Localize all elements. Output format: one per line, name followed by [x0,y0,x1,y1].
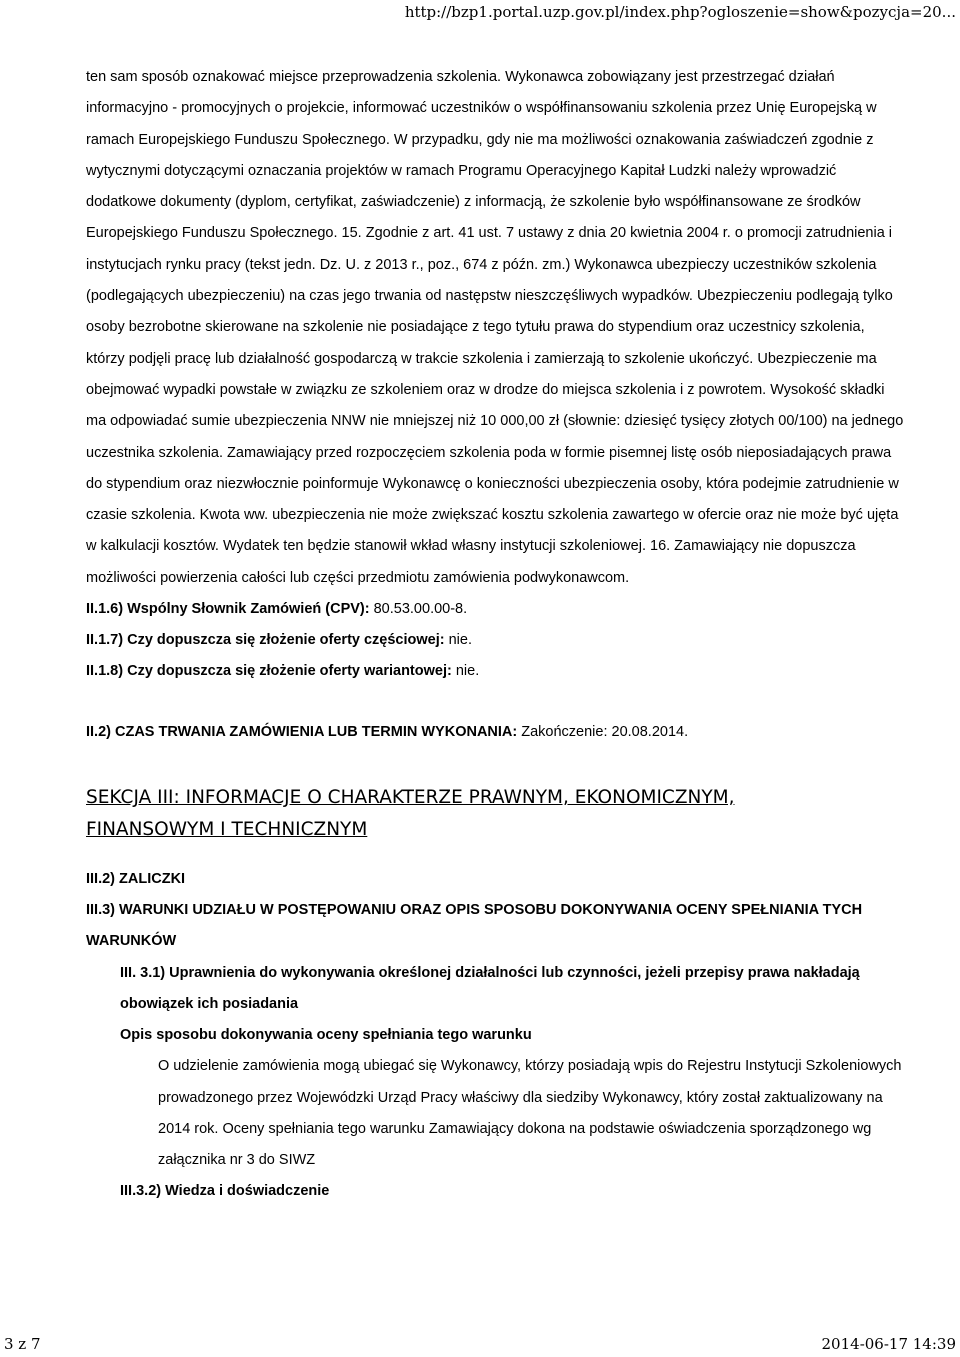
duration-label: II.2) CZAS TRWANIA ZAMÓWIENIA LUB TERMIN WYKONANIA: [86,724,518,741]
page-url-header: http://bzp1.portal.uzp.gov.pl/index.php?ogloszenie=show&pozycja=20... [404,3,956,21]
cpv-line [86,594,906,625]
document-content [86,62,906,1207]
cpv-value: 80.53.00.00-8. [369,601,468,618]
advances-heading: III.2) ZALICZKI [86,871,186,888]
assessment-label: Opis sposobu dokonywania oceny spełniania tego warunku [120,1027,532,1044]
section-3-title [86,782,906,846]
section-3-title-line1: SEKCJA III: INFORMACJE O CHARAKTERZE PRAWNYM, EKONOMICZNYM, [86,787,735,809]
print-datetime: 2014-06-17 14:39 [821,1335,956,1353]
assessment-text: O udzielenie zamówienia mogą ubiegać się Wykonawcy, którzy posiadają wpis do Rejestru Instytucji Szkoleniowych prowadzonego przez Wojewódzki Urząd Pracy właściwy dla siedziby Wykonawcy, który został zaktualizowany na 2014 rok. Oceny spełniania tego warunku Zamawiający dokona na podstawie oświadczenia sporządzonego wg załącznika nr 3 do SIWZ [158,1058,902,1169]
main-paragraph: ten sam sposób oznakować miejsce przeprowadzenia szkolenia. Wykonawca zobowiązany jest przestrzegać działań informacyjno - promocyjnych o projekcie, informować uczestników o współfinansowaniu szkolenia przez Unię Europejską w ramach Europejskiego Funduszu Społecznego. W przypadku, gdy nie ma możliwości oznakowania zaświadczeń zgodnie z wytycznymi dotyczącymi oznaczania projektów w ramach Programu Operacyjnego Kapitał Ludzki należy wprowadzić dodatkowe dokumenty (dyplom, certyfikat, zaświadczenie) z informacją, że szkolenie było współfinansowane ze środków Europejskiego Funduszu Społecznego. 15. Zgodnie z art. 41 ust. 7 ustawy z dnia 20 kwietnia 2004 r. o promocji zatrudnienia i instytucjach rynku pracy (tekst jedn. Dz. U. z 2013 r., poz., 674 z późn. zm.) Wykonawca ubezpieczy uczestników szkolenia (podlegających ubezpieczeniu) na czas jego trwania od następstw nieszczęśliwych wypadków. Ubezpieczeniu podlegają tylko osoby bezrobotne skierowane na szkolenie nie posiadające z tego tytułu prawa do stypendium oraz uczestnicy szkolenia, którzy podjęli pracę lub działalność gospodarczą w trakcie szkolenia i zamierzają to szkolenie ukończyć. Ubezpieczenie ma obejmować wypadki powstałe w związku ze szkoleniem oraz w drodze do miejsca szkolenia i z powrotem. Wysokość składki ma odpowiadać sumie ubezpieczenia NNW nie mniejszej niż 10 000,00 zł (słownie: dziesięć tysięcy złotych 00/100) na jednego uczestnika szkolenia. Zamawiający przed rozpoczęciem szkolenia poda w formie pisemnej listę osób nieposiadających prawa do stypendium oraz niezwłocznie poinformuje Wykonawcę o konieczności ubezpieczenia osoby, która podejmie zatrudnienie w czasie szkolenia. Kwota ww. ubezpieczenia nie może zwiększać kosztu szkolenia zawartego w ofercie oraz nie może być ujęta w kalkulacji kosztów. Wydatek ten będzie stanowił wkład własny instytucji szkoleniowej. 16. Zamawiający nie dopuszcza możliwości powierzenia całości lub części przedmiotu zamówienia podwykonawcom. [86,69,904,586]
variant-offer-label: II.1.8) Czy dopuszcza się złożenie oferty wariantowej: [86,663,452,680]
cpv-label: II.1.6) Wspólny Słownik Zamówień (CPV): [86,601,370,618]
page-number: 3 z 7 [4,1335,41,1353]
duration-line [86,717,906,748]
permissions-heading: III. 3.1) Uprawnienia do wykonywania określonej działalności lub czynności, jeżeli przepisy prawa nakładają obowiązek ich posiadania [120,964,860,1012]
partial-offer-line [86,625,906,656]
section-3-title-line2: FINANSOWYM I TECHNICZNYM [86,819,368,841]
partial-offer-value: nie. [444,632,473,649]
partial-offer-label: II.1.7) Czy dopuszcza się złożenie oferty częściowej: [86,632,445,649]
variant-offer-value: nie. [451,663,480,680]
conditions-heading: III.3) WARUNKI UDZIAŁU W POSTĘPOWANIU ORAZ OPIS SPOSOBU DOKONYWANIA OCENY SPEŁNIANIA TYCH WARUNKÓW [86,902,863,950]
variant-offer-line [86,656,906,687]
duration-value: Zakończenie: 20.08.2014. [517,724,689,741]
knowledge-heading: III.3.2) Wiedza i doświadczenie [120,1183,330,1200]
